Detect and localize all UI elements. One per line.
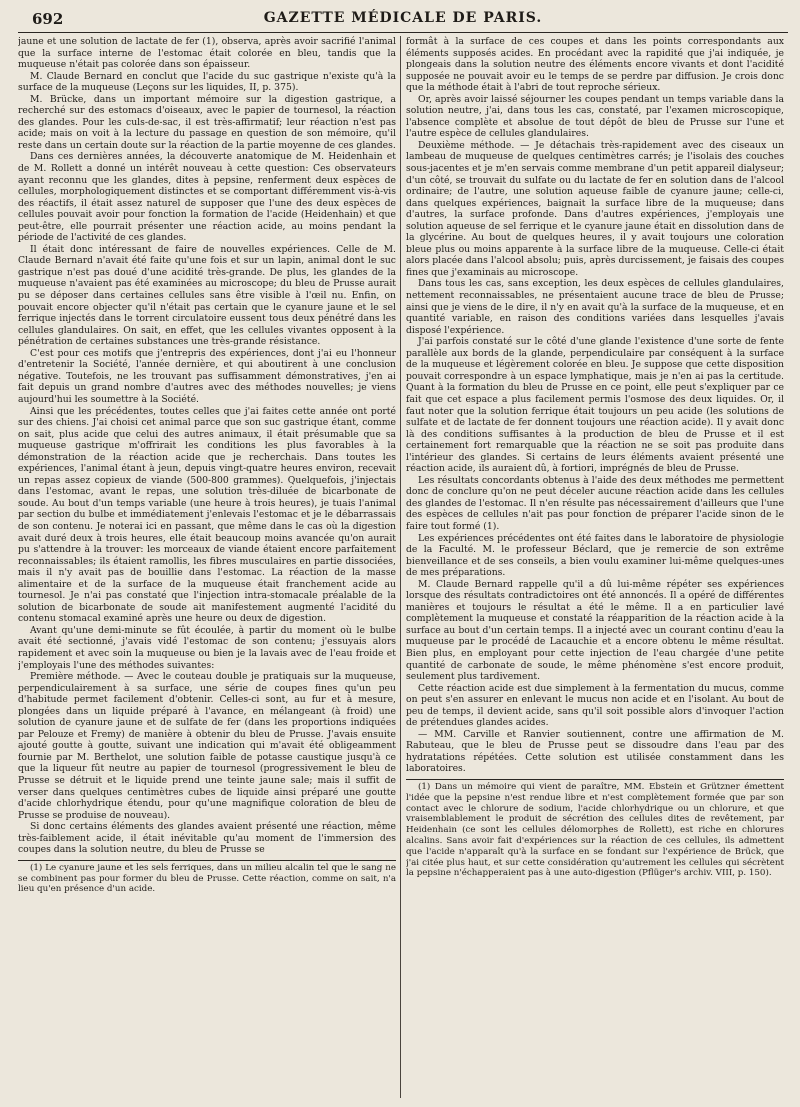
right-column	[406, 36, 784, 1098]
paragraph: (1) Dans un mémoire qui vient de paraître, MM. Ebstein et Grützner émettent l'idée que la pepsine n'est rendue libre et n'est complètement formée que par son contact avec le chlorure de sodium, l'acide chlorhydrique ou un chlorure, et que vraisemblablement le produit de sécrétion des cellules dites de revêtement, par Heidenhain (ce sont les cellules délomorphes de Rollett), est riche en chlorures alcalins. Sans avoir fait d'expériences sur la réaction de ces cellules, ils admettent que l'acide n'apparaît qu'à la surface en se fondant sur l'expérience de Brück, que j'ai citée plus haut, et sur cette considération qu'autrement les cellules qui sécrètent la pepsine n'échapperaient pas à une auto-digestion (Pflüger's archiv. VIII, p. 150).	[406, 782, 784, 879]
paragraph: (1) Le cyanure jaune et les sels ferriques, dans un milieu alcalin tel que le sang ne se combinent pas pour former du bleu de Prusse. Cette réaction, comme on sait, n'a lieu qu'en présence d'un acide.	[18, 862, 396, 895]
right-column-body	[406, 36, 784, 775]
page-number: 692	[32, 10, 64, 28]
paragraph: Les expériences précédentes ont été faites dans le laboratoire de physiologie de la Faculté. M. le professeur Béclard, que je remercie de son extrême bienveillance et de ses conseils, a bien voulu examiner lui-même quelques-unes de mes préparations.	[406, 532, 784, 579]
paragraph: Dans tous les cas, sans exception, les deux espèces de cellules glandulaires, nettement reconnaissables, ne présentaient aucune trace de bleu de Prusse; ainsi que je viens de le dire, il n'y en avait qu'à la surface de la muqueuse, et en quantité variable, en raison des conditions variées dans lesquelles j'avais disposé l'expérience.	[406, 278, 784, 336]
paragraph: Première méthode. — Avec le couteau double je pratiquais sur la muqueuse, perpendiculairement à sa surface, une série de coupes fines qu'un peu d'habitude permet facilement d'obtenir. Celles-ci sont, au fur et à mesure, plongées dans un liquide préparé à l'avance, en mélangeant (à froid) une solution de cyanure jaune et de sulfate de fer (dans les proportions indiquées par Pelouze et Fremy) de manière à obtenir du bleu de Prusse. J'avais ensuite ajouté goutte à goutte, suivant une indication qui m'avait été obligeamment fournie par M. Berthelot, une solution faible de potasse caustique jusqu'à ce que la liqueur fût neutre au papier de tournesol (progressivement le bleu de Prusse se détruit et le liquide prend une teinte jaune sale; mais il suffit de verser dans quelques centimètres cubes de liquide ainsi préparé une goutte d'acide chlorhydrique étendu, pour qu'une magnifique coloration de bleu de Prusse se produise de nouveau).	[18, 671, 396, 821]
paragraph: M. Claude Bernard en conclut que l'acide du suc gastrique n'existe qu'à la surface de la muqueuse (Leçons sur les liquides, II, p. 375).	[18, 70, 396, 94]
page-header	[18, 8, 788, 33]
paragraph: Dans ces dernières années, la découverte anatomique de M. Heidenhain et de M. Rollett a donné un intérêt nouveau à cette question: Ces observateurs ayant reconnu que les glandes, dites à pepsine, renferment deux espèces de cellules, morphologiquement distinctes et se comportant différemment vis-à-vis des réactifs, il était assez naturel de supposer que l'une des deux espèces de cellules pouvait avoir pour fonction la formation de l'acide (Heidenhain) et que peut-être, elle pourrait présenter une réaction acide, au moins pendant la période de l'activité de ces glandes.	[18, 151, 396, 244]
paragraph: Or, après avoir laissé séjourner les coupes pendant un temps variable dans la solution neutre, j'ai, dans tous les cas, constaté, par l'examen microscopique, l'absence complète et absolue de tout dépôt de bleu de Prusse sur l'une et l'autre espèce de cellules glandulaires.	[406, 93, 784, 140]
left-footnote	[18, 863, 396, 895]
paragraph: M. Claude Bernard rappelle qu'il a dû lui-même répéter ses expériences lorsque des résultats contradictoires ont été annoncés. Il a opéré de différentes manières et toujours le résultat a été le même. Il a en particulier lavé complètement la muqueuse et constaté la réapparition de la réaction acide à la surface au bout d'un certain temps. Il a injecté avec un courant continu d'eau la muqueuse par le procédé de Lacauchie et a encore obtenu le même résultat. Bien plus, en employant pour cette injection de l'eau chargée d'une petite quantité de carbonate de soude, le même phénomène s'est encore produit, seulement plus tardivement.	[406, 578, 784, 683]
running-title: GAZETTE MÉDICALE DE PARIS.	[263, 10, 543, 26]
left-column-body	[18, 36, 396, 856]
paragraph: formât à la surface de ces coupes et dans les points correspondants aux éléments supposés acides. En procédant avec la rapidité que j'ai indiquée, je plongeais dans la solution neutre des éléments encore vivants et dont l'acidité supposée ne pouvait avoir eu le temps de se perdre par diffusion. Je crois donc que la méthode était à l'abri de tout reproche sérieux.	[406, 36, 784, 94]
paragraph: J'ai parfois constaté sur le côté d'une glande l'existence d'une sorte de fente parallèle aux bords de la glande, perpendiculaire par conséquent à la surface de la muqueuse et légèrement colorée en bleu. Je suppose que cette disposition pouvait correspondre à un espace lymphatique, mais je n'en ai pas la certitude. Quant à la formation du bleu de Prusse en ce point, elle peut s'expliquer par ce fait que cet espace a plus facilement permis l'osmose des deux liquides. Or, il faut noter que la solution ferrique était toujours un peu acide (les solutions de sulfate et de lactate de fer donnent toujours une réaction acide). Il y avait donc là des conditions suffisantes à la production de bleu de Prusse et il est certainement fort remarquable que la réaction ne se soit pas produite dans l'intérieur des glandes. Si certains de leurs éléments avaient présenté une réaction acide, ils auraient dû, à fortiori, imprégnés de bleu de Prusse.	[406, 336, 784, 475]
paragraph: Si donc certains éléments des glandes avaient présenté une réaction, même très-faiblement acide, il était inévitable qu'au moment de l'immersion des coupes dans la solution neutre, du bleu de Prusse se	[18, 821, 396, 856]
paragraph: Avant qu'une demi-minute se fût écoulée, à partir du moment où le bulbe avait été sectionné, j'avais vidé l'estomac de son contenu; j'essuyais alors rapidement et avec soin la muqueuse ou bien je la lavais avec de l'eau froide et j'employais l'une des méthodes suivantes:	[18, 624, 396, 671]
column-divider	[400, 36, 401, 1098]
paragraph: C'est pour ces motifs que j'entrepris des expériences, dont j'ai eu l'honneur d'entretenir la Société, l'année dernière, et qui aboutirent à une conclusion négative. Toutefois, ne les trouvant pas suffisamment démonstratives, j'en ai fait depuis un grand nombre d'autres avec des méthodes nouvelles; je viens aujourd'hui les soumettre à la Société.	[18, 347, 396, 405]
footnote-rule	[18, 860, 396, 861]
paragraph: Ainsi que les précédentes, toutes celles que j'ai faites cette année ont porté sur des chiens. J'ai choisi cet animal parce que son suc gastrique étant, comme on sait, plus acide que celui des autres animaux, il était présumable que sa muqueuse gastrique m'offrirait les conditions les plus favorables à la démonstration de la réaction acide que je recherchais. Dans toutes les expériences, l'animal étant à jeun, depuis vingt-quatre heures environ, recevait un repas assez copieux de viande (500-800 grammes). Quelquefois, j'injectais dans l'estomac, avant le repas, une solution très-diluée de bicarbonate de soude. Au bout d'un temps variable (une heure à trois heures), je tuais l'animal par section du bulbe et immédiatement j'enlevais l'estomac et je le débarrassais de son contenu. Je noterai ici en passant, que même dans le cas où la digestion avait duré deux à trois heures, elle était beaucoup moins avancée qu'on aurait pu s'attendre à la trouver: les morceaux de viande étaient encore parfaitement reconnaissables; ils étaient ramollis, les fibres musculaires en partie dissociées, mais il n'y avait pas de bouillie dans l'estomac. La réaction de la masse alimentaire et de la surface de la muqueuse était franchement acide au tournesol. Je n'ai pas constaté que l'injection intra-stomacale préalable de la solution de bicarbonate de soude ait manifestement augmenté l'acidité du contenu stomacal examiné après une heure ou deux de digestion.	[18, 405, 396, 625]
paragraph: Cette réaction acide est due simplement à la fermentation du mucus, comme on peut s'en assurer en enlevant le mucus non acide et en l'isolant. Au bout de peu de temps, il devient acide, sans qu'il soit possible alors d'invoquer l'action de prétendues glandes acides.	[406, 682, 784, 729]
paragraph: Deuxième méthode. — Je détachais très-rapidement avec des ciseaux un lambeau de muqueuse de quelques centimètres carrés; je l'isolais des couches sous-jacentes et je m'en servais comme membrane d'un petit appareil dialyseur; d'un côté, se trouvait du sulfate ou du lactate de fer en solution dans de l'alcool ordinaire; de l'autre, une solution aqueuse faible de cyanure jaune; celle-ci, dans quelques expériences, baignait la surface libre de la muqueuse; dans d'autres, la surface profonde. Dans d'autres expériences, j'employais une solution aqueuse de sel ferrique et le cyanure jaune était en dissolution dans de la glycérine. Au bout de quelques heures, il y avait toujours une coloration bleue plus ou moins apparente à la surface libre de la muqueuse. Celle-ci était alors placée dans l'alcool absolu; puis, après durcissement, je faisais des coupes fines que j'examinais au microscope.	[406, 139, 784, 278]
paragraph: Il était donc intéressant de faire de nouvelles expériences. Celle de M. Claude Bernard n'avait été faite qu'une fois et sur un lapin, animal dont le suc gastrique n'est pas doué d'une acidité très-grande. De plus, les glandes de la muqueuse n'avaient pas été examinées au microscope; du bleu de Prusse aurait pu se déposer dans certaines cellules sans être visible à l'œil nu. Enfin, on pouvait encore objecter qu'il n'était pas certain que le cyanure jaune et le sel ferrique injectés dans le torrent circulatoire eussent tous deux pénétré dans les cellules glandulaires. On sait, en effet, que les cellules vivantes opposent à la pénétration de certaines substances une très-grande résistance.	[18, 243, 396, 348]
left-column	[18, 36, 396, 1098]
paragraph: Les résultats concordants obtenus à l'aide des deux méthodes me permettent donc de conclure qu'on ne peut déceler aucune réaction acide dans les cellules des glandes de l'estomac. Il n'en résulte pas nécessairement d'ailleurs que l'une des espèces de cellules n'ait pas pour fonction de préparer l'acide sinon de le faire tout formé (1).	[406, 474, 784, 532]
right-footnote	[406, 782, 784, 879]
paragraph: M. Brücke, dans un important mémoire sur la digestion gastrique, a recherché sur des estomacs d'oiseaux, avec le papier de tournesol, la réaction des glandes. Pour les culs-de-sac, il est très-affirmatif; leur réaction n'est pas acide; mais on voit à la lecture du passage en question de son mémoire, qu'il reste dans un certain doute sur la réaction de la partie moyenne de ces glandes.	[18, 93, 396, 151]
paragraph: jaune et une solution de lactate de fer (1), observa, après avoir sacrifié l'animal que la surface interne de l'estomac était colorée en bleu, tandis que la muqueuse n'était pas colorée dans son épaisseur.	[18, 36, 396, 71]
paragraph: — MM. Carville et Ranvier soutiennent, contre une affirmation de M. Rabuteau, que le bleu de Prusse peut se dissoudre dans l'eau par des hydratations répétées. Cette solution est utilisée constamment dans les laboratoires.	[406, 728, 784, 775]
footnote-rule	[406, 779, 784, 780]
